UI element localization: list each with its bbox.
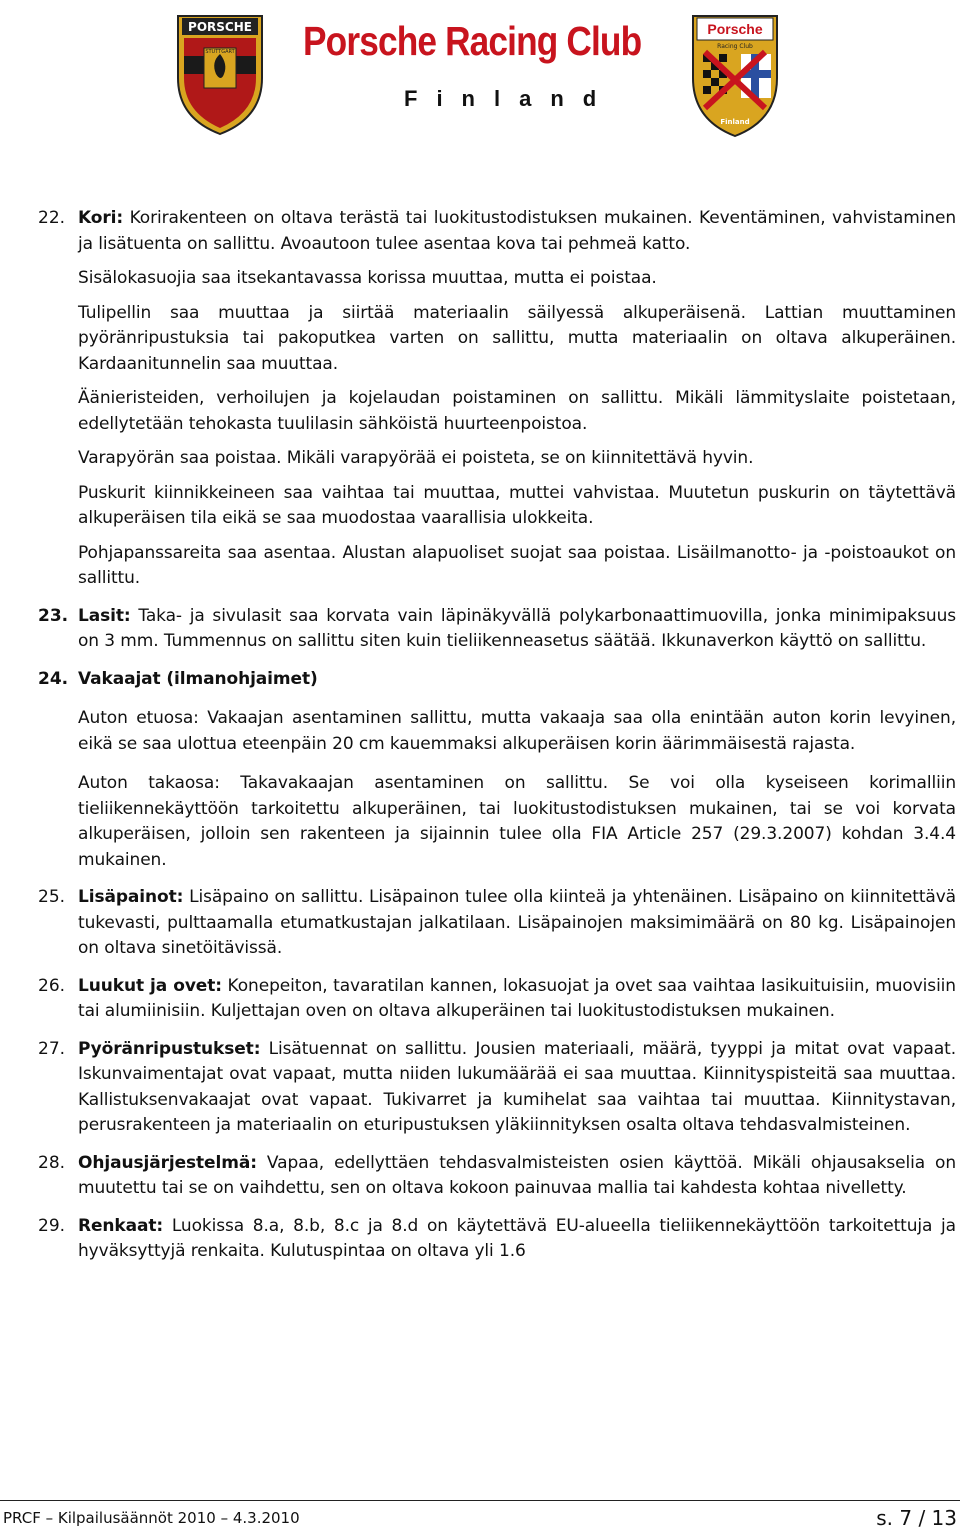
section-title: Lasit: [78,605,131,626]
section-22 [0,206,960,592]
footer-document-info: PRCF – Kilpailusäännöt 2010 – 4.3.2010 [3,1509,300,1527]
document-body [0,206,960,1277]
page-header [0,0,960,150]
section-26 [0,974,960,1025]
club-name: Porsche Racing Club [303,18,642,64]
section-title: Vakaajat (ilmanohjaimet) [78,668,318,689]
section-paragraph: Lasit: Taka- ja sivulasit saa korvata vain läpinäkyvällä polykarbonaattimuovilla, jonka minimipaksuus on 3 mm. Tummennus on sallittu siten kuin tieliikenneasetus säätää. Ikkunaverkon käyttö on sallittu. [78,605,956,651]
section-29 [0,1214,960,1265]
section-title: Kori: [78,208,124,228]
section-paragraph: Auton etuosa: Vakaajan asentaminen sallittu, mutta vakaaja saa olla enintään auton korin levyinen, eikä se saa ulottua eteenpäin 20 cm kauemmaksi alkuperäisen korin äärimmäisestä rajasta. [78,708,956,754]
section-paragraph: Puskurit kiinnikkeineen saa vaihtaa tai muuttaa, muttei vahvistaa. Muutetun puskurin on täytettävä alkuperäisen tila eikä se saa muodostaa vaarallisia ulokkeita. [78,482,956,528]
section-number: 28. [38,1152,66,1173]
section-paragraph: Renkaat: Luokissa 8.a, 8.b, 8.c ja 8.d on käytettävä EU-alueella tieliikennekäyttöön tarkoitettuja ja hyväksyttyjä renkaita. Kulutuspintaa on oltava yli 1.6 [78,1215,956,1261]
page-footer [0,1500,960,1532]
section-number: 29. [38,1215,66,1236]
section-title: Lisäpainot: [78,887,184,907]
section-paragraph [78,667,956,693]
section-paragraph: Auton takaosa: Takavakaajan asentaminen on sallittu. Se voi olla kyseiseen korimalliin tieliikennekäyttöön tarkoitettu alkuperäinen, tai luokitustodistuksen mukainen, tai se voi korvata alkuperäisen, jolloin sen rakenteen ja sijainnin tulee olla FIA Article 257 (29.3.2007) kohdan 3.4.4 mukainen. [78,773,956,870]
section-paragraph: Kori: Korirakenteen on oltava terästä tai luokitustodistuksen mukainen. Keventäminen, vahvistaminen ja lisätuenta on sallittu. Avoautoon tulee asentaa kova tai pehmeä katto. [78,208,957,254]
section-number: 24. [38,668,69,689]
section-title: Ohjausjärjestelmä: [78,1152,257,1173]
section-paragraph: Luukut ja ovet: Konepeiton, tavaratilan kannen, lokasuojat ja ovet saa vaihtaa lasikuituisiin, muovisiin tai alumiinisiin. Kuljettajan oven on oltava alkuperäinen tai luokitustodistuksen mukainen. [78,975,956,1021]
section-number: 25. [38,887,66,907]
svg-text:Porsche: Porsche [707,21,763,37]
section-title: Luukut ja ovet: [78,975,222,996]
section-number: 26. [38,975,66,996]
section-title: Pyöränripustukset: [78,1038,261,1059]
club-country: Finland [404,86,616,111]
section-number: 23. [38,605,69,626]
section-paragraph: Ohjausjärjestelmä: Vapaa, edellyttäen tehdasvalmisteisten osien käyttöä. Mikäli ohjausakselia on muutettu tai se on vaihdettu, sen on oltava kokoon painuvaa mallia tai kahdesta kohtaa nivelletty. [78,1152,956,1198]
porsche-crest-logo [172,8,268,136]
section-paragraph: Pohjapanssareita saa asentaa. Alustan alapuoliset suojat saa poistaa. Lisäilmanotto- ja -poistoaukot on sallittu. [78,542,956,588]
racing-club-shield-logo [685,8,785,138]
section-number: 27. [38,1038,66,1059]
section-paragraph: Äänieristeiden, verhoilujen ja kojelaudan poistaminen on sallittu. Mikäli lämmityslaite poistetaan, edellytetään tehokasta tuulilasin sähköistä huurteenpoistoa. [78,388,956,434]
section-paragraph: Sisälokasuojia saa itsekantavassa korissa muuttaa, mutta ei poistaa. [78,268,657,288]
svg-text:PORSCHE: PORSCHE [188,20,252,34]
section-paragraph: Tulipellin saa muuttaa ja siirtää materiaalin säilyessä alkuperäisenä. Lattian muuttaminen pyöränripustuksia tai pakoputkea varten on sallittu, mutta materiaalin on oltava alkuperäinen. Kardaanitunnelin saa muuttaa. [78,302,956,374]
section-paragraph: Varapyörän saa poistaa. Mikäli varapyörää ei poisteta, se on kiinnitettävä hyvin. [78,448,754,468]
section-24 [0,667,960,874]
section-27 [0,1037,960,1139]
section-23 [0,604,960,655]
section-28 [0,1151,960,1202]
page-number: s. 7 / 13 [876,1506,957,1530]
svg-text:Racing Club: Racing Club [717,43,753,50]
section-number: 22. [38,208,66,228]
svg-text:STUTTGART: STUTTGART [205,49,235,55]
svg-text:Finland: Finland [720,118,750,126]
section-paragraph: Lisäpainot: Lisäpaino on sallittu. Lisäpainon tulee olla kiinteä ja yhtenäinen. Lisäpaino on kiinnitettävä tukevasti, pulttaamalla etumatkustajan jalkatilaan. Lisäpainojen maksimimäärä on 80 kg. Lisäpainojen on oltava sinetöitävissä. [78,887,956,958]
section-title: Renkaat: [78,1215,164,1236]
section-25 [0,885,960,962]
section-paragraph: Pyöränripustukset: Lisätuennat on sallittu. Jousien materiaali, määrä, tyyppi ja mitat ovat vapaat. Iskunvaimentajat ovat vapaat, mutta niiden lukumäärää ei saa muuttaa. Kiinnityspisteitä saa muuttaa. Kallistuksenvakaajat ovat vapaat. Tukivarret ja kumihelat saa vaihtaa tai muuttaa. Kiinnitystavan, perusrakenteen ja materiaalin on eturipustuksen yläkiinnityksen osalta oltava tehdasvalmisteinen. [78,1038,957,1135]
